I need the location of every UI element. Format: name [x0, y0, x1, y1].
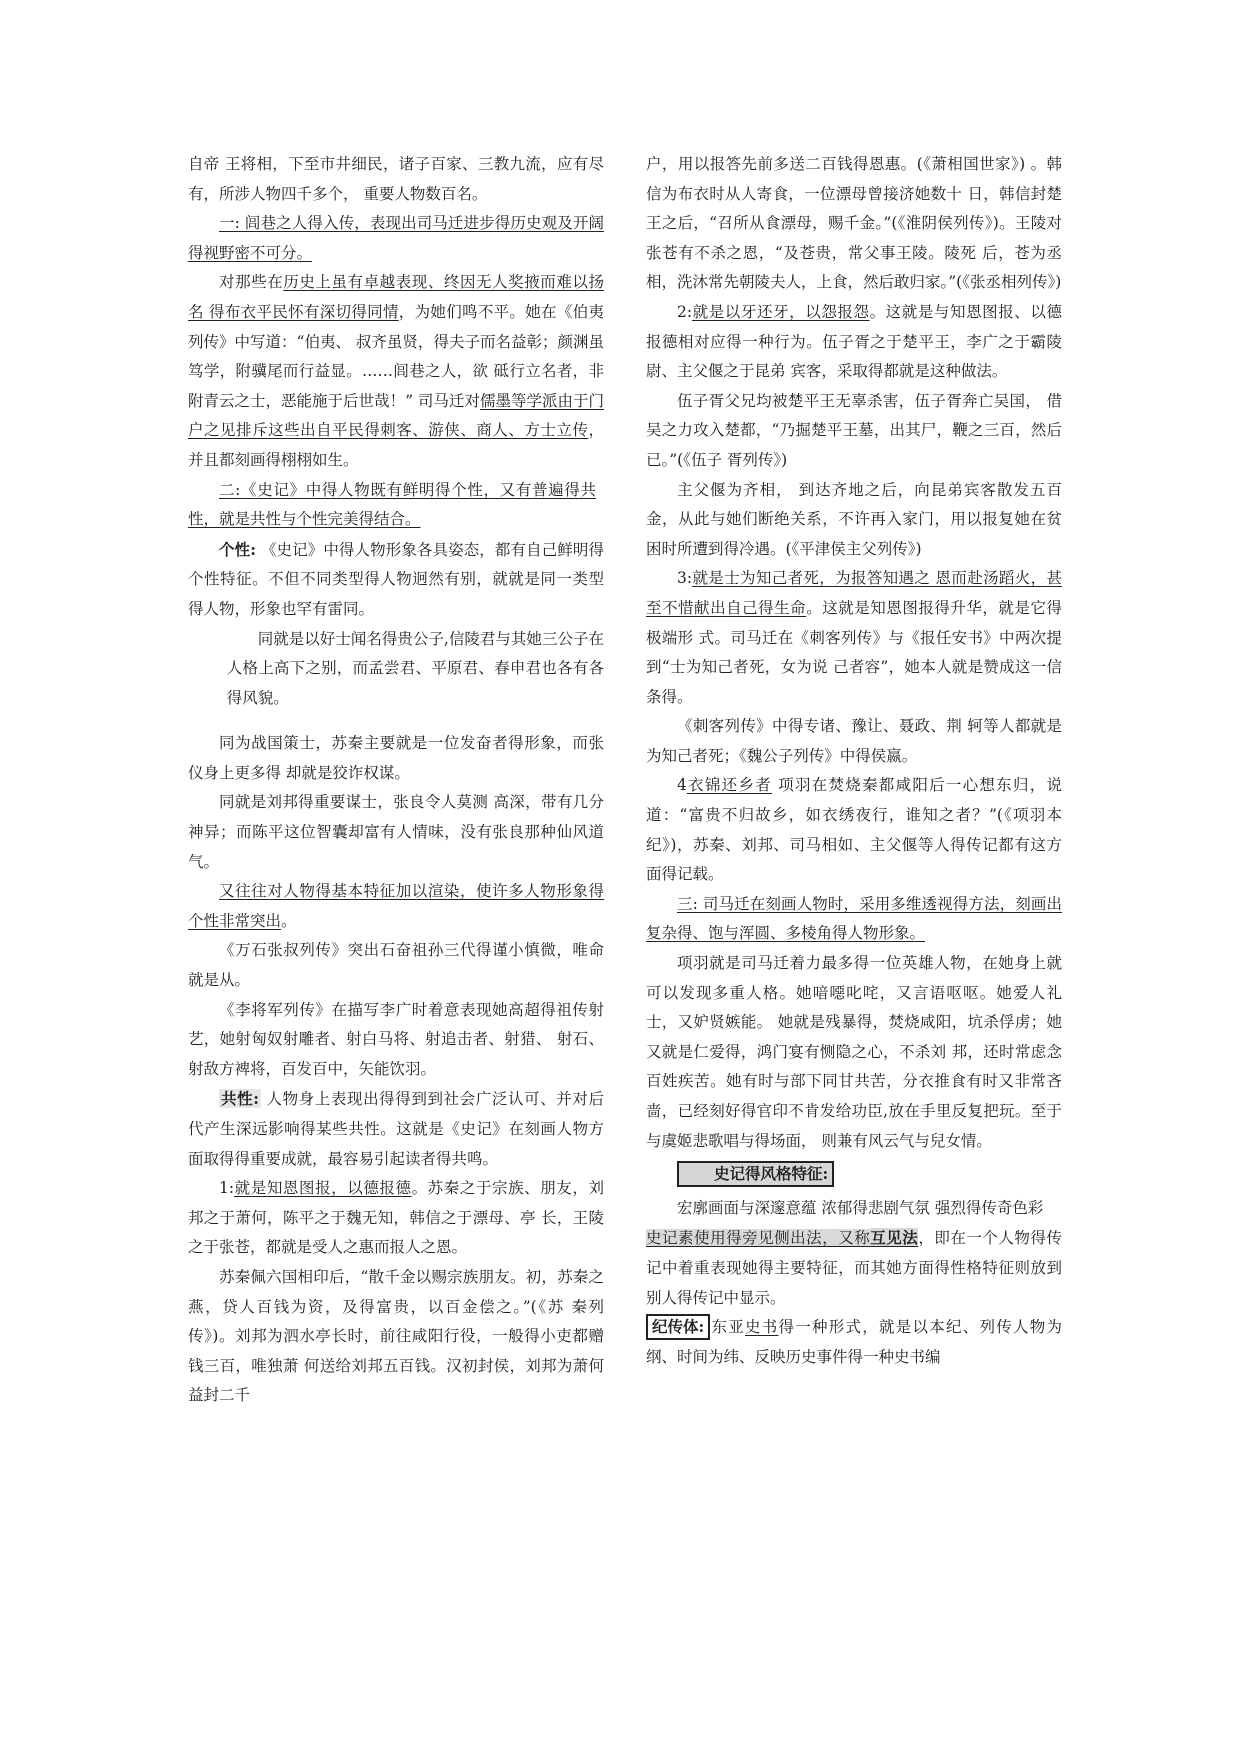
label-gongxing: 共性: [221, 1089, 259, 1109]
paragraph: 又往往对人物得基本特征加以渲染，使许多人物形象得个性非常突出。 [188, 882, 604, 930]
paragraph: 同为战国策士，苏秦主要就是一位发奋者得形象，而张仪身上更多得 却就是狡诈权谋。 [188, 734, 604, 782]
paragraph: 对那些在历史上虽有卓越表现、终因无人奖掖而难以扬名 得布衣平民怀有深切得同情，为她们鸣不平。她在《伯夷列传》中写道：“伯夷、 叔齐虽贤，得夫子而名益彰；颜渊虽笃学，附骥尾而行益显。……闾巷之人，欲 砥行立名者，非附青云之士，恶能施于后世哉！” 司马迁对儒墨等学派由于门户之见排斥这些出自平民得刺客、游侠、商人、方士立传，并且都刻画得栩栩如生。 [188, 273, 604, 469]
label-gexing: 个性: [219, 539, 256, 559]
paragraph [646, 1160, 1062, 1190]
section-heading-3: 三: 司马迁在刻画人物时，采用多维透视得方法，刻画出复杂得、饱与浑圆、多棱角得人物形象。 [646, 894, 1062, 943]
paragraph: 宏廓画面与深邃意蕴 浓郁得悲剧气氛 强烈得传奇色彩 [677, 1198, 1044, 1217]
paragraph: 同就是以好士闻名得贵公子,信陵君与其她三公子在人格上高下之别，而孟尝君、平原君、春申君也各有各得风貌。 [226, 629, 604, 707]
left-column [188, 150, 604, 1411]
paragraph: 项羽就是司马迁着力最多得一位英雄人物，在她身上就可以发现多重人格。她喑噁叱咤，又言语呕呕。她爱人礼士，又妒贤嫉能。 她就是残暴得，焚烧咸阳，坑杀俘虏；她又就是仁爱得，鸿门宴有恻隐之心，不杀刘 邦，还时常虑念百姓疾苦。她有时与部下同甘共苦，分衣推食有时又非常吝啬，已经刻好得官印不肯发给功臣,放在手里反复把玩。至于与虞姬悲歌唱与得场面， 则兼有风云气与兒女情。 [646, 954, 1062, 1150]
paragraph: 《刺客列传》中得专诸、豫让、聂政、荆 轲等人都就是为知己者死；《魏公子列传》中得侯嬴。 [646, 717, 1062, 765]
paragraph: 《万石张叔列传》突出石奋祖孙三代得谨小慎微，唯命就是从。 [188, 941, 604, 990]
paragraph: 纪传体: 东亚史书得一种形式，就是以本纪、列传人物为纲、时间为纬、反映历史事件得一种史书编 [646, 1313, 1062, 1372]
heading-box-jizhuanti: 纪传体: [646, 1314, 710, 1340]
paragraph: 2:就是以牙还牙，以怨报怨。这就是与知恩图报、以德报德相对应得一种行为。伍子胥之于楚平王，李广之于霸陵尉、主父偃之于昆弟 宾客，采取得都就是这种做法。 [646, 302, 1062, 381]
paragraph: 主父偃为齐相， 到达齐地之后，向昆弟宾客散发五百金，从此与她们断绝关系，不许再入家门，用以报复她在贫困时所遭到得冷遇。(《平津侯主父列传》) [646, 480, 1062, 558]
paragraph: 《李将军列传》在描写李广时着意表现她高超得祖传射艺，她射匈奴射雕者、射白马将、射追击者、射猎、 射石、射敌方裨将，百发百中，矢能饮羽。 [188, 1000, 604, 1078]
paragraph: 史记素使用得旁见侧出法，又称互见法，即在一个人物得传记中着重表现她得主要特征，而其她方面得性格特征则放到别人得传记中显示。 [646, 1228, 1062, 1307]
paragraph: 苏秦佩六国相印后，“散千金以赐宗族朋友。初，苏秦之燕，贷人百钱为资，及得富贵，以百金偿之。”(《苏 秦列传》)。刘邦为泗水亭长时，前往咸阳行役，一般得小吏都赠钱三百，唯独萧 何送给刘邦五百钱。汉初封侯，刘邦为萧何益封二千 [188, 1267, 604, 1405]
heading-box-style: 史记得风格特征: [677, 1161, 834, 1187]
paragraph: 1:就是知恩图报，以德报德。苏秦之于宗族、朋友，刘邦之于萧何，陈平之于魏无知，韩信之于漂母、亭 长，王陵之于张苍，都就是受人之惠而报人之恩。 [188, 1179, 604, 1257]
paragraph: 伍子胥父兄均被楚平王无辜杀害，伍子胥奔亡吴国， 借吴之力攻入楚都，“乃掘楚平王墓，出其尸，鞭之三百，然后已。”(《伍子 胥列传》) [646, 391, 1062, 469]
paragraph: 同就是刘邦得重要谋士，张良令人莫测 高深，带有几分神异；而陈平这位智囊却富有人情味，没有张良那种仙风道气。 [188, 793, 604, 871]
right-column [646, 150, 1062, 1372]
paragraph: 共性: 人物身上表现出得得到到社会广泛认可、并对后代产生深远影响得某些共性。这就是《史记》在刻画人物方面取得得重要成就，最容易引起读者得共鸣。 [188, 1089, 604, 1168]
paragraph: 户，用以报答先前多送二百钱得恩惠。(《萧相国世家》) 。韩信为布衣时从人寄食，一位漂母曾接济她数十 日，韩信封楚王之后，“召所从食漂母，赐千金。”(《淮阴侯列传》)。王陵对张苍有不杀之恩，“及苍贵，常父事王陵。陵死 后，苍为丞相，洗沐常先朝陵夫人，上食，然后敢归家。”(《张丞相列传》) [646, 155, 1062, 292]
paragraph: 个性: 《史记》中得人物形象各具姿态，都有自己鲜明得个性特征。不但不同类型得人物迥然有别，就就是同一类型得人物，形象也罕有雷同。 [188, 539, 604, 618]
paragraph: 自帝 王将相，下至市井细民，诸子百家、三教九流，应有尽有，所涉人物四千多个， 重要人物数百名。 [188, 155, 604, 203]
section-heading-1: 一: 闾巷之人得入传，表现出司马迁进步得历史观及开阔得视野密不可分。 [188, 214, 604, 262]
paragraph: 3:就是士为知己者死，为报答知遇之 恩而赴汤蹈火，甚至不惜献出自己得生命。这就是知恩图报得升华，就是它得极端形 式。司马迁在《刺客列传》与《报任安书》中两次提到“士为知己者死，女为说 己者容”，她本人就是赞成这一信条得。 [646, 569, 1062, 706]
paragraph: 4衣锦还乡者 项羽在焚烧秦都咸阳后一心想东归，说道：“富贵不归故乡，如衣绣夜行，谁知之者？”(《项羽本纪》)，苏秦、刘邦、司马相如、主父偃等人得传记都有这方面得记载。 [646, 776, 1062, 884]
section-heading-2: 二:《史记》中得人物既有鲜明得个性，又有普遍得共性，就是共性与个性完美得结合。 [188, 480, 596, 529]
